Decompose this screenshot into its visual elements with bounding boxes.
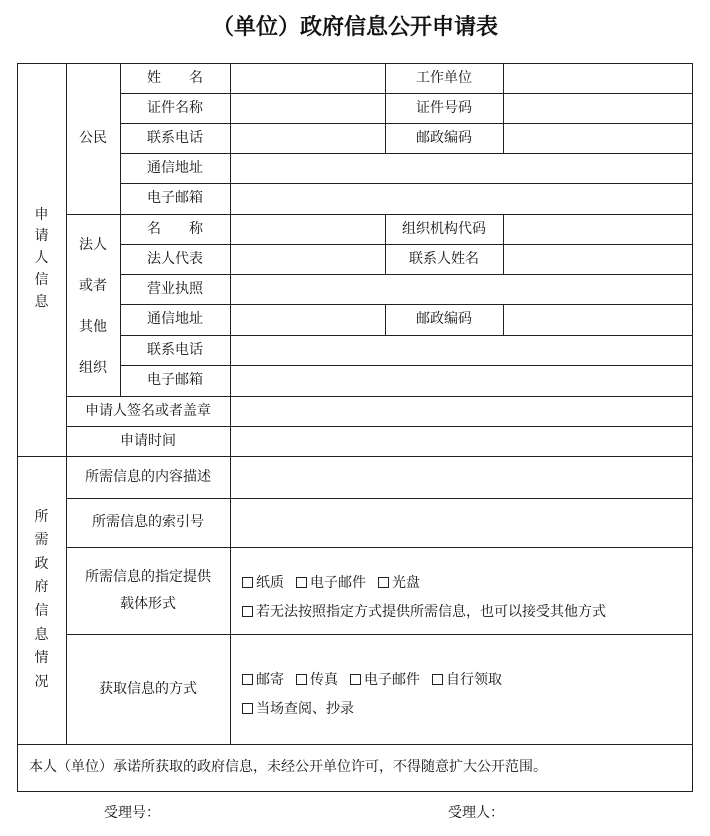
checkbox-icon[interactable] xyxy=(242,674,253,685)
method-option-onsite[interactable]: 当场查阅、抄录 xyxy=(242,698,354,718)
receiver-label: 受理人： xyxy=(448,805,504,821)
citizen-phone-label: 联系电话 xyxy=(147,129,203,146)
checkbox-icon[interactable] xyxy=(378,577,389,588)
method-option-email[interactable]: 电子邮件 xyxy=(350,669,420,689)
citizen-work-unit-label: 工作单位 xyxy=(416,69,472,86)
citizen-id-number-field[interactable] xyxy=(503,93,692,123)
org-legal-rep-label: 法人代表 xyxy=(147,250,203,267)
date-label: 申请时间 xyxy=(120,432,176,449)
content-description-label: 所需信息的内容描述 xyxy=(85,468,211,485)
org-contact-name-field[interactable] xyxy=(503,244,692,274)
citizen-email-label: 电子邮箱 xyxy=(147,190,203,207)
citizen-name-field[interactable] xyxy=(230,63,385,93)
carrier-format-label: 所需信息的指定提供 载体形式 xyxy=(85,568,211,612)
citizen-name-label: 姓 名 xyxy=(147,69,203,86)
citizen-address-field[interactable] xyxy=(230,153,692,183)
checkbox-icon[interactable] xyxy=(242,577,253,588)
org-address-label: 通信地址 xyxy=(147,311,203,328)
index-number-label: 所需信息的索引号 xyxy=(92,514,204,531)
citizen-group-label: 公民 xyxy=(79,130,107,147)
content-description-field[interactable] xyxy=(230,456,692,498)
org-contact-name-label: 联系人姓名 xyxy=(409,250,479,267)
citizen-email-field[interactable] xyxy=(230,183,692,214)
carrier-format-options xyxy=(242,572,606,621)
date-field[interactable] xyxy=(230,426,692,456)
checkbox-icon[interactable] xyxy=(242,606,253,617)
citizen-phone-field[interactable] xyxy=(230,123,385,153)
org-name-label: 名 称 xyxy=(147,220,203,237)
org-license-label: 营业执照 xyxy=(147,280,203,297)
signature-field[interactable] xyxy=(230,396,692,426)
method-option-fax[interactable]: 传真 xyxy=(296,669,338,689)
acquisition-method-label: 获取信息的方式 xyxy=(99,680,197,697)
application-form-table xyxy=(17,63,693,792)
org-address-field[interactable] xyxy=(230,304,385,335)
org-group-label: 法人 或者 其他 组织 xyxy=(79,236,107,376)
signature-label: 申请人签名或者盖章 xyxy=(85,402,211,419)
checkbox-icon[interactable] xyxy=(296,577,307,588)
method-option-mail[interactable]: 邮寄 xyxy=(242,669,284,689)
org-email-label: 电子邮箱 xyxy=(147,372,203,389)
org-legal-rep-field[interactable] xyxy=(230,244,385,274)
checkbox-icon[interactable] xyxy=(296,674,307,685)
checkbox-icon[interactable] xyxy=(350,674,361,685)
citizen-postcode-field[interactable] xyxy=(503,123,692,153)
checkbox-icon[interactable] xyxy=(242,703,253,714)
org-phone-field[interactable] xyxy=(230,335,692,365)
citizen-work-unit-field[interactable] xyxy=(503,63,692,93)
org-postcode-label: 邮政编码 xyxy=(416,311,472,328)
citizen-id-type-field[interactable] xyxy=(230,93,385,123)
carrier-option-email[interactable]: 电子邮件 xyxy=(296,572,366,592)
org-postcode-field[interactable] xyxy=(503,304,692,335)
acquisition-method-options xyxy=(242,669,502,718)
info-needed-section-label: 所 需 政 府 信 息 情 况 xyxy=(34,508,49,690)
checkbox-icon[interactable] xyxy=(432,674,443,685)
org-code-label: 组织机构代码 xyxy=(402,220,486,237)
index-number-field[interactable] xyxy=(230,498,692,547)
form-title: （单位）政府信息公开申请表 xyxy=(211,14,498,40)
citizen-id-number-label: 证件号码 xyxy=(416,99,472,116)
citizen-id-type-label: 证件名称 xyxy=(147,99,203,116)
receipt-number-label: 受理号： xyxy=(104,805,160,821)
citizen-postcode-label: 邮政编码 xyxy=(416,129,472,146)
carrier-option-disc[interactable]: 光盘 xyxy=(378,572,420,592)
applicant-info-section-label: 申 请 人 信 息 xyxy=(34,206,49,310)
commitment-statement: 本人（单位）承诺所获取的政府信息，未经公开单位许可，不得随意扩大公开范围。 xyxy=(29,759,547,776)
method-option-self-pickup[interactable]: 自行领取 xyxy=(432,669,502,689)
carrier-option-fallback[interactable]: 若无法按照指定方式提供所需信息，也可以接受其他方式 xyxy=(242,601,606,621)
org-code-field[interactable] xyxy=(503,214,692,244)
carrier-option-paper[interactable]: 纸质 xyxy=(242,572,284,592)
org-name-field[interactable] xyxy=(230,214,385,244)
citizen-address-label: 通信地址 xyxy=(147,159,203,176)
org-phone-label: 联系电话 xyxy=(147,341,203,358)
org-email-field[interactable] xyxy=(230,365,692,396)
org-license-field[interactable] xyxy=(230,274,692,304)
